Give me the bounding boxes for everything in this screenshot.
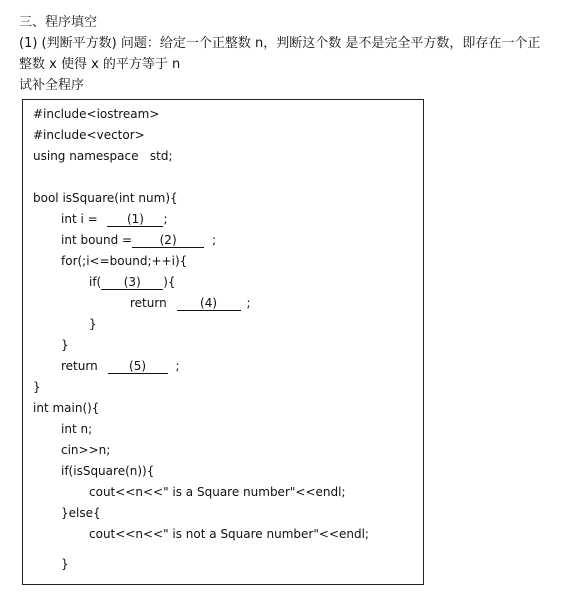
code-include-vector: #include<vector> [33, 128, 145, 142]
code-init-i [61, 209, 168, 229]
code-if-text: if( [89, 275, 102, 289]
code-init-bound [61, 230, 216, 250]
code-using-namespace: using namespace std; [33, 149, 173, 163]
code-return-outer [61, 356, 180, 376]
question-text-line-2: 整数 x 使得 x 的平方等于 n [19, 57, 181, 72]
blank-4[interactable]: (4) [177, 295, 241, 311]
code-func-signature: bool isSquare(int num){ [33, 191, 178, 205]
code-main-signature: int main(){ [33, 401, 100, 415]
code-init-i-end: ; [163, 212, 168, 226]
code-return-outer-text: return [61, 359, 102, 373]
code-close-func: } [33, 380, 41, 394]
code-return-inner-text: return [130, 296, 171, 310]
code-init-bound-end: ; [212, 233, 217, 247]
code-read-n: cin>>n; [61, 443, 111, 457]
code-close-if: } [89, 317, 97, 331]
code-for-loop: for(;i<=bound;++i){ [61, 254, 188, 268]
code-cout-square: cout<<n<<" is a Square number"<<endl; [89, 485, 346, 499]
code-if-condition [89, 272, 176, 292]
blank-2[interactable]: (2) [132, 232, 204, 248]
code-declare-n: int n; [61, 422, 93, 436]
code-init-i-text: int i = [61, 212, 102, 226]
code-init-bound-text: int bound = [61, 233, 133, 247]
code-if-issquare: if(isSquare(n)){ [61, 464, 155, 478]
code-return-inner [130, 293, 251, 313]
code-cout-not-square: cout<<n<<" is not a Square number"<<endl; [89, 527, 369, 541]
question-text-line-1: (1) (判断平方数) 问题：给定一个正整数 n，判断这个数 是不是完全平方数，即存在一个正 [19, 36, 541, 51]
code-include-iostream: #include<iostream> [33, 107, 160, 121]
blank-5[interactable]: (5) [108, 358, 168, 374]
code-close-main-if: } [61, 557, 69, 571]
instruction-text: 试补全程序 [19, 78, 85, 93]
code-else: }else{ [61, 506, 101, 520]
code-listing-box [22, 99, 424, 585]
blank-3[interactable]: (3) [101, 274, 163, 290]
code-return-outer-end: ; [175, 359, 180, 373]
section-title: 三、程序填空 [19, 15, 98, 30]
code-close-for: } [61, 338, 69, 352]
code-return-inner-end: ; [246, 296, 251, 310]
code-if-end: ){ [163, 275, 176, 289]
blank-1[interactable]: (1) [107, 211, 163, 227]
question-header [19, 12, 575, 96]
